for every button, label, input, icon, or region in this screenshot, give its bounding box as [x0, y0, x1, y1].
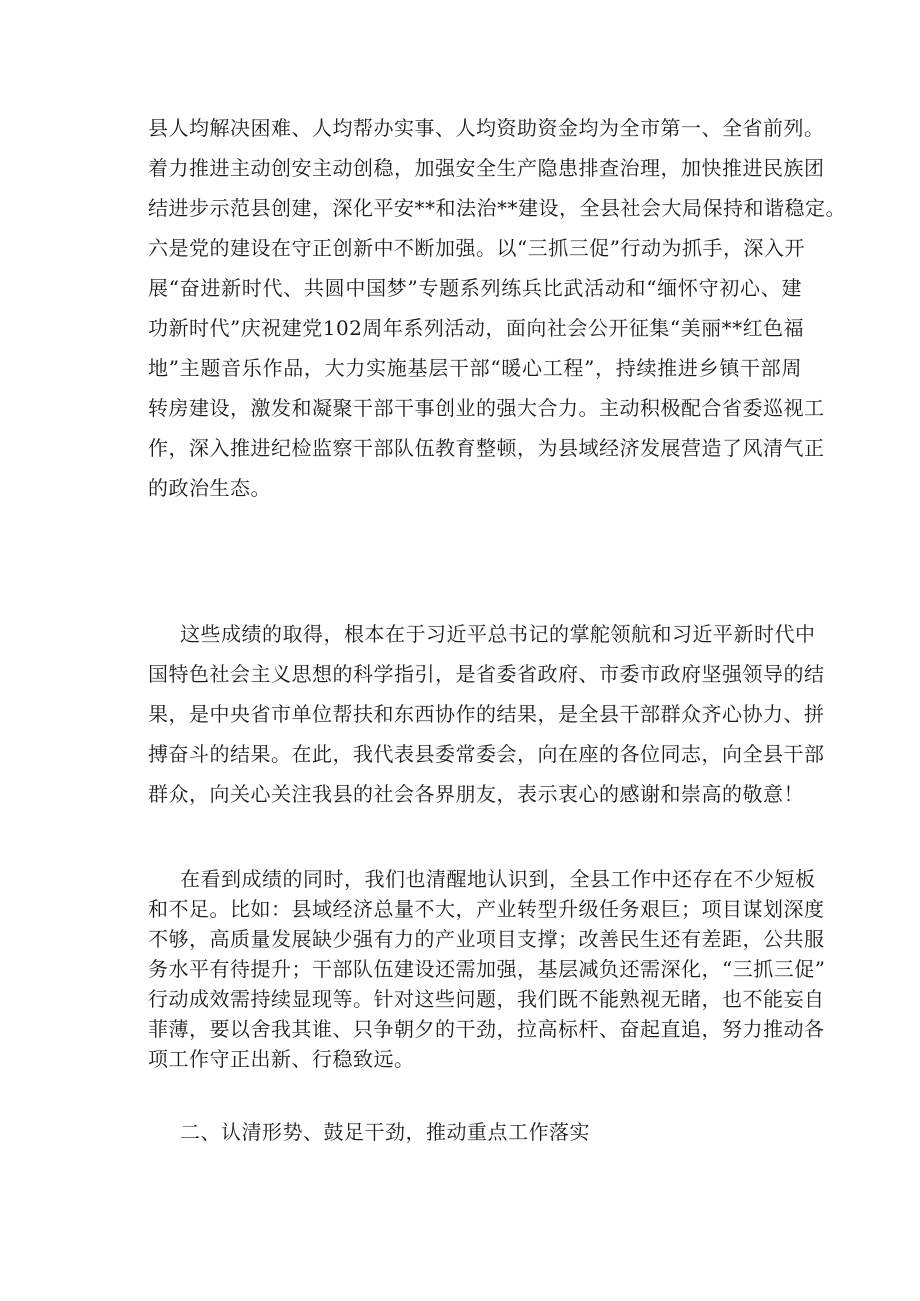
- text-line: 在看到成绩的同时，我们也清醒地认识到，全县工作中还存在不少短板: [180, 867, 816, 891]
- text-line: 行动成效需持续显现等。针对这些问题，我们既不能熟视无睹，也不能妄自: [148, 987, 825, 1011]
- section-heading: 二、认清形势、鼓足干劲，推动重点工作落实: [180, 1120, 590, 1144]
- paragraph-shortcomings: [148, 864, 826, 1074]
- text-line: 的政治生态。: [148, 476, 271, 500]
- text-line: 作，深入推进纪检监察干部队伍教育整顿，为县域经济发展营造了风清气正: [148, 436, 825, 460]
- text-line: 务水平有待提升；干部队伍建设还需加强，基层减负还需深化，“三抓三促”: [148, 957, 826, 981]
- text-line: 项工作守正出新、行稳致远。: [148, 1047, 415, 1071]
- text-line: 结进步示范县创建，深化平安**和法治**建设，全县社会大局保持和谐稳定。: [148, 196, 846, 220]
- text-line: 六是党的建设在守正创新中不断加强。以“三抓三促”行动为抓手，深入开: [148, 236, 805, 260]
- text-line: 展“奋进新时代、共圆中国梦”专题系列练兵比武活动和“缅怀守初心、建: [148, 276, 802, 300]
- text-line: 搏奋斗的结果。在此，我代表县委常委会，向在座的各位同志，向全县干部: [148, 742, 825, 766]
- text-line: 地”主题音乐作品，大力实施基层干部“暖心工程”，持续推进乡镇干部周: [148, 356, 802, 380]
- paragraph-achievements: [148, 614, 825, 814]
- text-line: 功新时代”庆祝建党102周年系列活动，面向社会公开征集“美丽**红色福: [148, 316, 805, 340]
- text-line: 果，是中央省市单位帮扶和东西协作的结果，是全县干部群众齐心协力、拼: [148, 702, 825, 726]
- text-line: 着力推进主动创安主动创稳，加强安全生产隐患排查治理，加快推进民族团: [148, 156, 825, 180]
- text-line: 和不足。比如：县域经济总量不大，产业转型升级任务艰巨；项目谋划深度: [148, 897, 825, 921]
- text-line: 群众，向关心关注我县的社会各界朋友，表示衷心的感谢和崇高的敬意！: [148, 782, 804, 806]
- text-line: 这些成绩的取得，根本在于习近平总书记的掌舵领航和习近平新时代中: [180, 622, 816, 646]
- text-line: 县人均解决困难、人均帮办实事、人均资助资金均为全市第一、全省前列。: [148, 116, 825, 140]
- text-line: 国特色社会主义思想的科学指引，是省委省政府、市委市政府坚强领导的结: [148, 662, 825, 686]
- text-line: 转房建设，激发和凝聚干部干事创业的强大合力。主动积极配合省委巡视工: [148, 396, 825, 420]
- text-line: 菲薄，要以舍我其谁、只争朝夕的干劲，拉高标杆、奋起直追，努力推动各: [148, 1017, 825, 1041]
- text-line: 不够，高质量发展缺少强有力的产业项目支撑；改善民生还有差距，公共服: [148, 927, 825, 951]
- paragraph-party-building: [148, 108, 846, 508]
